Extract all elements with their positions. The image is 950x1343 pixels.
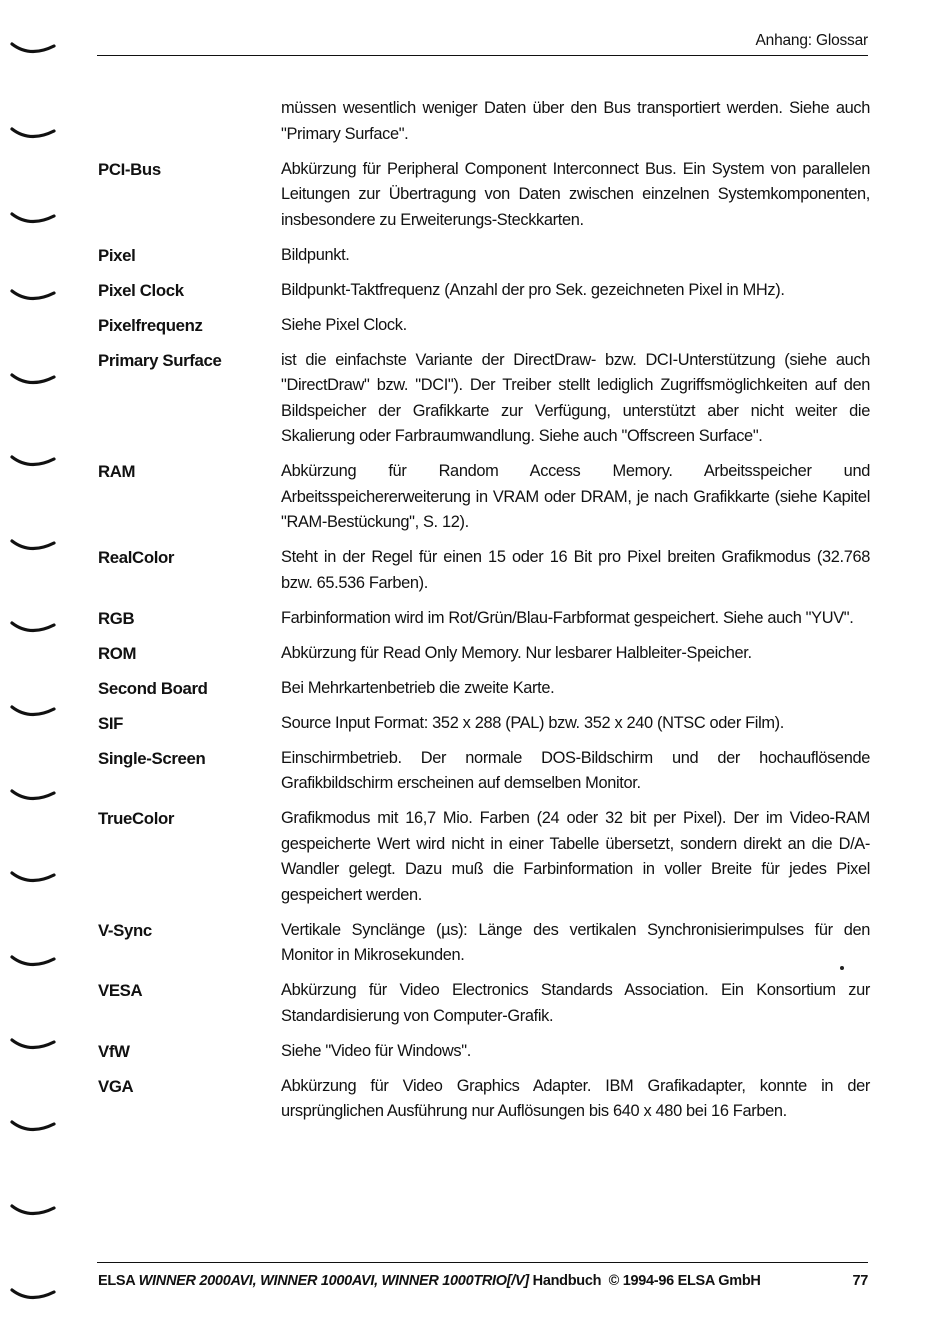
glossary-entry bbox=[98, 1074, 870, 1125]
speck-dot bbox=[840, 966, 844, 970]
binder-hole-mark bbox=[12, 214, 54, 222]
footer-divider bbox=[97, 1262, 868, 1263]
glossary-term: Second Board bbox=[98, 678, 208, 698]
binder-hole-mark bbox=[12, 1040, 54, 1048]
binder-hole-mark bbox=[12, 44, 54, 52]
glossary-definition: Grafikmodus mit 16,7 Mio. Farben (24 oder 32 bit per Pixel). Der im Video-RAM gespeicherte Wert wird nicht in einer Tabelle übersetzt, sondern direkt an die D/A-Wandler gelegt. Dazu muß die Farbinformation in voller Breite für jedes Pixel gespeichert werden. bbox=[281, 809, 870, 904]
glossary-term: Pixelfrequenz bbox=[98, 315, 203, 335]
glossary-definition: Bei Mehrkartenbetrieb die zweite Karte. bbox=[281, 678, 555, 697]
glossary-definition: Source Input Format: 352 x 288 (PAL) bzw. 352 x 240 (NTSC oder Film). bbox=[281, 713, 784, 732]
glossary-entry bbox=[98, 676, 870, 702]
binder-hole-mark bbox=[12, 375, 54, 383]
glossary-term: RAM bbox=[98, 462, 136, 481]
glossary-definition: Abkürzung für Video Graphics Adapter. IBM Grafikadapter, konnte in der ursprünglichen Ausführung nur Auflösungen bis 640 x 480 bei 16 Farben. bbox=[281, 1076, 870, 1120]
glossary-entry bbox=[98, 641, 870, 667]
binder-hole-mark bbox=[12, 457, 54, 465]
glossary-definition: Abkürzung für Video Electronics Standards Association. Ein Konsortium zur Standardisierung von Computer-Grafik. bbox=[281, 981, 870, 1025]
glossary-entry bbox=[98, 746, 870, 797]
glossary-term: RealColor bbox=[98, 548, 175, 567]
footer-products: WINNER 2000AVI, WINNER 1000AVI, WINNER 1000TRIO[/V] bbox=[138, 1273, 529, 1289]
page-number: 77 bbox=[852, 1273, 868, 1289]
page-footer bbox=[98, 1273, 868, 1289]
glossary-entry bbox=[98, 243, 870, 269]
glossary-term: PCI-Bus bbox=[98, 159, 161, 179]
binder-hole-mark bbox=[12, 1206, 54, 1214]
glossary-definition: Steht in der Regel für einen 15 oder 16 Bit pro Pixel breiten Grafikmodus (32.768 bzw. 65.536 Farben). bbox=[281, 548, 870, 592]
binder-hole-mark bbox=[12, 623, 54, 631]
binder-hole-mark bbox=[12, 1122, 54, 1130]
footer-publication bbox=[98, 1273, 761, 1289]
glossary-definition: Farbinformation wird im Rot/Grün/Blau-Farbformat gespeichert. Siehe auch "YUV". bbox=[281, 608, 854, 627]
binder-holes bbox=[8, 0, 78, 1343]
binder-hole-mark bbox=[12, 541, 54, 549]
glossary-term: V-Sync bbox=[98, 920, 152, 940]
footer-handbook: Handbuch bbox=[532, 1273, 602, 1289]
glossary-entry bbox=[98, 918, 870, 969]
page-header-title: Anhang: Glossar bbox=[755, 32, 868, 49]
glossary-definition: Einschirmbetrieb. Der normale DOS-Bildschirm und der hochauflösende Grafikbildschirm erscheinen auf demselben Monitor. bbox=[281, 748, 870, 792]
glossary-entry bbox=[98, 978, 870, 1029]
glossary-term: VESA bbox=[98, 981, 143, 1000]
glossary-definition: müssen wesentlich weniger Daten über den Bus transportiert werden. Siehe auch "Primary Surface". bbox=[281, 99, 870, 143]
binder-hole-mark bbox=[12, 129, 54, 137]
glossary-term: SIF bbox=[98, 713, 124, 733]
header-divider bbox=[97, 55, 868, 56]
glossary-definition: Siehe "Video für Windows". bbox=[281, 1041, 471, 1060]
glossary-definition: Bildpunkt-Taktfrequenz (Anzahl der pro Sek. gezeichneten Pixel in MHz). bbox=[281, 280, 785, 299]
binder-hole-mark bbox=[12, 957, 54, 965]
glossary-definition: Abkürzung für Read Only Memory. Nur lesbarer Halbleiter-Speicher. bbox=[281, 643, 752, 662]
footer-copyright: © 1994-96 ELSA GmbH bbox=[608, 1273, 761, 1289]
glossary-entry bbox=[98, 1039, 870, 1065]
glossary-term: TrueColor bbox=[98, 809, 175, 828]
glossary-list bbox=[98, 96, 870, 1134]
glossary-definition: Bildpunkt. bbox=[281, 245, 350, 264]
glossary-definition: Abkürzung für Random Access Memory. Arbeitsspeicher und Arbeitsspeichererweiterung in VRAM oder DRAM, je nach Grafikkarte (siehe Kapitel "RAM-Bestückung", S. 12). bbox=[281, 462, 870, 531]
glossary-definition: Siehe Pixel Clock. bbox=[281, 315, 407, 334]
glossary-definition: Abkürzung für Peripheral Component Interconnect Bus. Ein System von parallelen Leitungen zur Übertragung von Daten zwischen einzelnen Systemkomponenten, insbesondere zu Erweiterungs-Steckkarten. bbox=[281, 159, 870, 229]
glossary-term: VGA bbox=[98, 1076, 134, 1096]
glossary-term: Single-Screen bbox=[98, 748, 206, 768]
glossary-term: RGB bbox=[98, 608, 135, 628]
binder-hole-mark bbox=[12, 873, 54, 881]
glossary-term: ROM bbox=[98, 643, 137, 663]
glossary-entry bbox=[98, 157, 870, 234]
glossary-entry bbox=[98, 711, 870, 737]
glossary-term: Pixel bbox=[98, 245, 136, 265]
glossary-entry bbox=[98, 278, 870, 304]
glossary-definition: Vertikale Synclänge (µs): Länge des vertikalen Synchronisierimpulses für den Monitor in Mikrosekunden. bbox=[281, 920, 870, 964]
glossary-term: Primary Surface bbox=[98, 350, 222, 370]
glossary-entry bbox=[98, 348, 870, 450]
glossary-term: VfW bbox=[98, 1041, 130, 1061]
binder-hole-mark bbox=[12, 291, 54, 299]
glossary-entry bbox=[98, 806, 870, 908]
glossary-term: Pixel Clock bbox=[98, 280, 184, 300]
glossary-entry bbox=[98, 313, 870, 339]
glossary-definition: ist die einfachste Variante der DirectDraw- bzw. DCI-Unterstützung (siehe auch "DirectDraw" bzw. "DCI"). Der Treiber stellt lediglich Zugriffsmöglichkeiten auf den Bildspeicher der Grafikkarte zur Verfügung, unterstützt aber nicht weiter die Skalierung oder Farbraumwandlung. Siehe auch "Offscreen Surface". bbox=[281, 350, 870, 445]
glossary-entry bbox=[98, 459, 870, 536]
footer-brand: ELSA bbox=[98, 1273, 135, 1289]
binder-hole-mark bbox=[12, 707, 54, 715]
glossary-entry bbox=[98, 606, 870, 632]
glossary-entry bbox=[98, 545, 870, 596]
glossary-entry bbox=[98, 96, 870, 147]
binder-hole-mark bbox=[12, 1290, 54, 1298]
binder-hole-mark bbox=[12, 791, 54, 799]
